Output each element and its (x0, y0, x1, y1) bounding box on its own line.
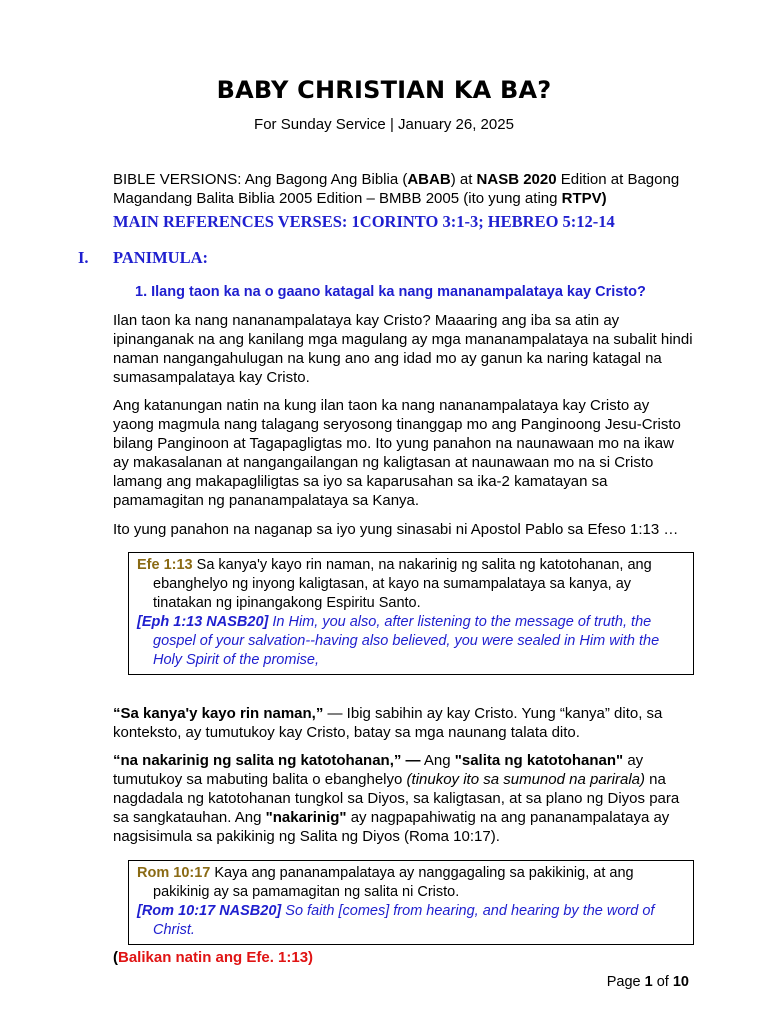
paragraph-2: Ang katanungan natin na kung ilan taon ka nang nananampalataya kay Cristo ay yaong magmula nang talagang seryosong tinanggap mo ang Panginoong Jesu-Cristo bilang Panginoon at Tagapagligtas mo. Ito yung panahon na naunawaan mo na ikaw ay makasalanan at nangangailangan ng kaligtasan at naunawaan mo na si Cristo lamang ang makapagliligtas sa iyo sa kaparusahan sa ika-2 kamatayan sa pamamagitan ng pananampalataya sa Kanya. (113, 397, 681, 509)
para5-text-3: na nagdadala ng katotohanan tungkol sa Diyos, sa kaligtasan, at sa plano ng Diyos para sa sangkatauhan. Ang (113, 771, 680, 826)
verse-box-roma (128, 860, 694, 945)
para5-italic: (tinukoy ito sa sumunod na parirala) (406, 771, 645, 788)
section-title: PANIMULA: (113, 248, 209, 267)
verse-line-tagalog (137, 556, 685, 613)
verse-line-tagalog (137, 864, 685, 902)
page-subtitle: For Sunday Service | January 26, 2025 (254, 116, 514, 133)
footer-prefix: Page (606, 974, 645, 990)
nasb-bracket: [ (137, 614, 142, 630)
paragraph-4 (113, 704, 693, 742)
footer-total-pages: 10 (672, 974, 689, 990)
verse-line-nasb (137, 902, 685, 940)
verse-box-efeso (128, 552, 694, 675)
verse-ref: Efe 1:13 (137, 557, 193, 573)
para5-bold-1: “na nakarinig ng salita ng katotohanan,” — (113, 752, 421, 769)
recall-text: Balikan natin ang Efe. 1:13) (118, 949, 314, 966)
nasb-text: In Him, you also, after listening to the message of truth, the gospel of your salvation--having also believed, you were sealed in Him with the Holy Spirit of the promise, (153, 614, 660, 668)
versions-text-3: Edition at Bagong Magandang Balita Biblia 2005 Edition – BMBB 2005 (ito yung ating (113, 171, 680, 207)
para5-text-1: Ang (420, 752, 455, 769)
page-title: BABY CHRISTIAN KA BA? (216, 76, 552, 104)
verse-line-nasb (137, 613, 685, 670)
question-1: 1. Ilang taon ka na o gaano katagal ka nang mananampalataya kay Cristo? (135, 284, 646, 300)
nasb-text: So faith [comes] from hearing, and hearing by the word of Christ. (153, 903, 655, 938)
verse-text: Kaya ang pananampalataya ay nanggagaling sa pakikinig, at ang pakikinig ay sa pamamagitan ng salita ni Cristo. (153, 865, 634, 900)
para4-text: — Ibig sabihin ay kay Cristo. Yung “kanya” dito, sa konteksto, ay tumutukoy kay Cristo, batay sa mga naunang talata dito. (113, 705, 663, 741)
bible-versions (113, 170, 693, 208)
verse-text: Sa kanya'y kayo rin naman, na nakarinig ng salita ng katotohanan, ang ebanghelyo ng inyong kaligtasan, at kayo na sumampalataya sa kanya, ay tinatakan ng ipinangakong Espiritu Santo. (153, 557, 652, 611)
nasb-ref: [Rom 10:17 NASB20] (137, 903, 282, 919)
versions-text-1: BIBLE VERSIONS: Ang Bagong Ang Biblia ( (113, 171, 408, 188)
paragraph-5 (113, 751, 693, 846)
page-footer (607, 974, 689, 990)
main-references: MAIN REFERENCES VERSES: 1CORINTO 3:1-3; HEBREO 5:12-14 (113, 212, 615, 231)
footer-page-number: 1 (644, 974, 653, 990)
versions-nasb: NASB 2020 (476, 171, 557, 188)
nasb-ref: Eph 1:13 NASB20] (141, 614, 269, 630)
versions-text-2: ) at (450, 171, 477, 188)
para4-bold: “Sa kanya'y kayo rin naman,” (113, 705, 324, 722)
section-number: I. (78, 248, 89, 267)
versions-abab: ABAB (407, 171, 451, 188)
para5-text-4: ay nagpapahiwatig na ang pananampalataya ay nagsisimula sa pakikinig ng Salita ng Diyos (Roma 10:17). (113, 809, 670, 845)
recall-paren: ( (113, 949, 118, 966)
versions-rtpv: RTPV) (561, 190, 607, 207)
verse-ref: Rom 10:17 (137, 865, 211, 881)
paragraph-3: Ito yung panahon na naganap sa iyo yung sinasabi ni Apostol Pablo sa Efeso 1:13 … (113, 521, 679, 538)
para5-bold-2: "salita ng katotohanan" (454, 752, 624, 769)
paragraph-1: Ilan taon ka nang nananampalataya kay Cristo? Maaaring ang iba sa atin ay ipinanganak na ang kanilang mga magulang ay mga mananampalataya na subalit hindi naman nangangahulugan na kung ano ang idad mo ay ganun ka naring katagal na sumasampalataya kay Cristo. (113, 312, 693, 386)
para5-bold-3: "nakarinig" (265, 809, 347, 826)
recall-note (113, 948, 693, 967)
footer-of: of (652, 974, 673, 990)
para5-text-2: ay tumutukoy sa mabuting balita o ebanghelyo (113, 752, 644, 788)
